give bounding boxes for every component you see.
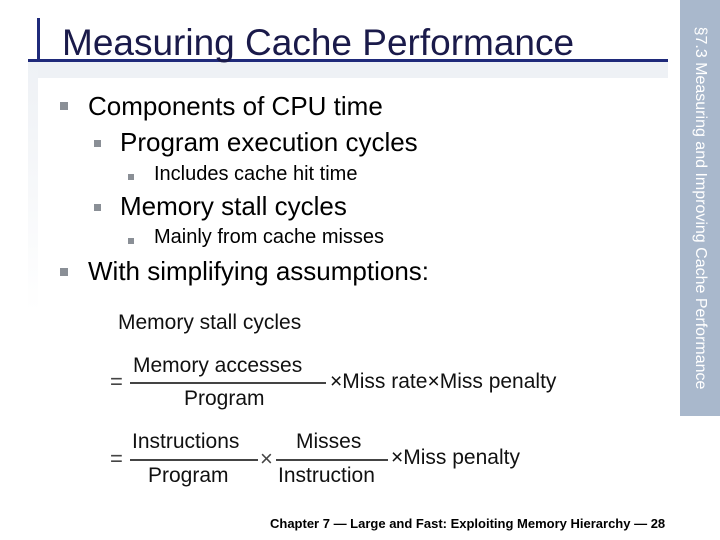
- fraction-line: [130, 459, 258, 461]
- slide-title: Measuring Cache Performance: [62, 22, 575, 63]
- equation1-tail: ×Miss rate×Miss penalty: [330, 370, 557, 393]
- equation-lhs: Memory stall cycles: [118, 311, 302, 334]
- times-sign: ×: [260, 446, 273, 471]
- left-margin-shade: [28, 62, 38, 312]
- equation1-numerator: Memory accesses: [133, 354, 303, 377]
- title-underline-shade: [28, 62, 668, 78]
- section-side-label: §7.3 Measuring and Improving Cache Performance: [692, 26, 709, 390]
- bullet-memory-stall: Memory stall cycles: [120, 191, 347, 221]
- bullet-mainly-misses: Mainly from cache misses: [154, 226, 385, 248]
- equals-sign: =: [110, 369, 123, 394]
- bullet-simplifying: With simplifying assumptions:: [88, 256, 429, 286]
- equation2-tail: ×Miss penalty: [391, 446, 520, 469]
- fraction-line: [130, 382, 326, 384]
- equals-sign: =: [110, 446, 123, 471]
- bullet-marker: [60, 102, 68, 110]
- slide-footer: Chapter 7 — Large and Fast: Exploiting Memory Hierarchy — 28: [270, 516, 666, 531]
- bullet-marker: [94, 140, 101, 147]
- equation2-denominator-1: Program: [148, 464, 229, 487]
- fraction-line: [276, 459, 388, 461]
- bullet-program-execution: Program execution cycles: [120, 127, 418, 157]
- bullet-marker: [94, 204, 101, 211]
- bullet-marker: [128, 238, 134, 244]
- bullet-marker: [60, 268, 68, 276]
- bullet-components: Components of CPU time: [88, 91, 383, 121]
- equation1-denominator: Program: [184, 387, 265, 410]
- bullet-includes-hit-time: Includes cache hit time: [154, 163, 358, 185]
- equation2-numerator-2: Misses: [296, 430, 362, 453]
- title-accent-bar: [37, 18, 40, 62]
- bullet-marker: [128, 174, 134, 180]
- equation2-numerator-1: Instructions: [132, 430, 240, 453]
- equation2-denominator-2: Instruction: [278, 464, 375, 487]
